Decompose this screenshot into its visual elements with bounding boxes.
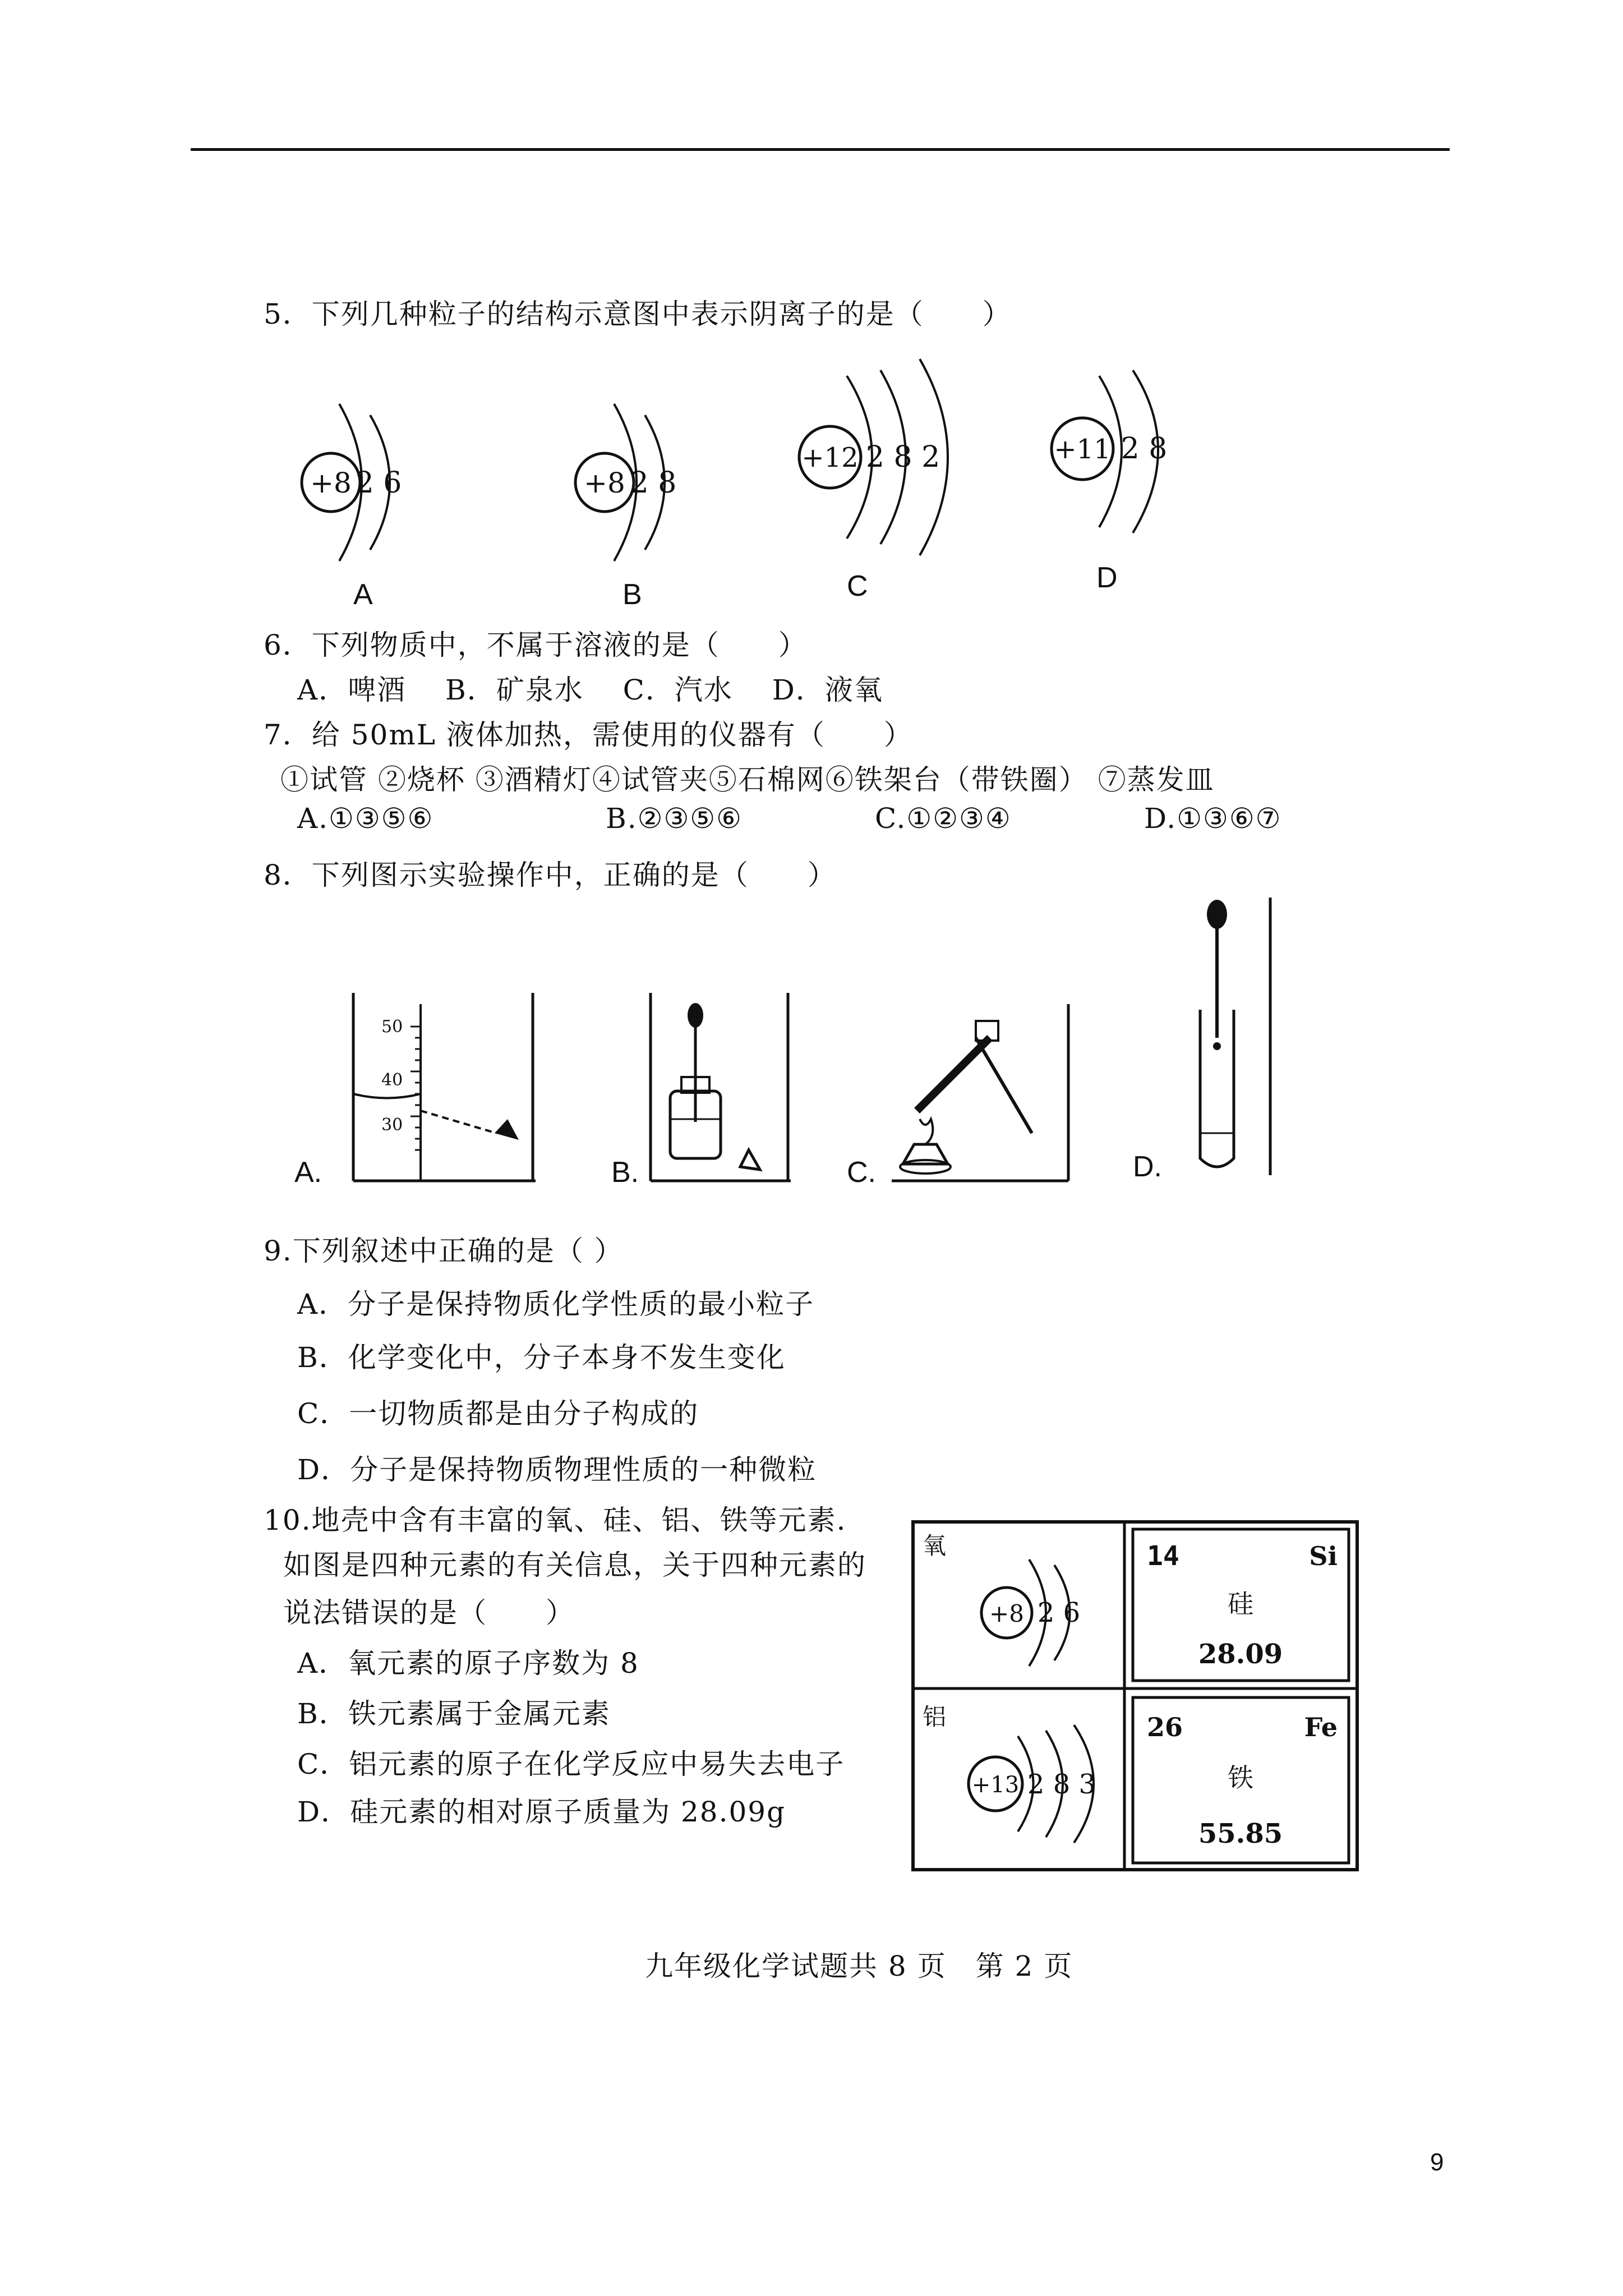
- q10-silicon-symbol: Si: [1309, 1541, 1338, 1571]
- q9-stem: 9.下列叙述中正确的是（ ）: [264, 1235, 624, 1267]
- q10-option-c: C．铝元素的原子在化学反应中易失去电子: [297, 1748, 845, 1780]
- q6-stem: 6．下列物质中，不属于溶液的是（ ）: [264, 629, 808, 661]
- q8-label-b: B.: [611, 1156, 639, 1189]
- q5-label-a: A: [353, 578, 373, 611]
- q10-iron-symbol: Fe: [1304, 1712, 1338, 1742]
- q10-silicon-name: 硅: [1228, 1589, 1253, 1619]
- q5-particle-a-diagram: [286, 393, 432, 578]
- q7-option-d: D.①③⑥⑦: [1144, 802, 1282, 835]
- q8-label-a: A.: [294, 1156, 322, 1189]
- q8-label-c: C.: [847, 1156, 876, 1189]
- q10-iron-name: 铁: [1228, 1763, 1253, 1793]
- q10-iron-number: 26: [1147, 1712, 1183, 1742]
- q8-a-tick-30: 30: [381, 1115, 403, 1135]
- q10-option-d: D．硅元素的相对原子质量为 28.09g: [297, 1796, 786, 1828]
- q5-label-c: C: [847, 570, 868, 602]
- q10-oxygen-name: 氧: [923, 1532, 947, 1559]
- q10-stem-line-3: 说法错误的是（ ）: [283, 1596, 575, 1629]
- q5-b-shells: 2 8: [630, 466, 677, 500]
- q10-silicon-number: 14: [1147, 1540, 1179, 1572]
- q8-diagram-a-cylinder-reading: [348, 993, 538, 1184]
- q10-oxygen-shells: 2 6: [1037, 1597, 1081, 1628]
- q7-option-b: B.②③⑤⑥: [606, 802, 743, 835]
- q9-option-d: D．分子是保持物质物理性质的一种微粒: [297, 1453, 817, 1486]
- q10-option-b: B．铁元素属于金属元素: [297, 1697, 611, 1730]
- q9-option-c: C．一切物质都是由分子构成的: [297, 1397, 699, 1430]
- q7-stem: 7．给 50mL 液体加热，需使用的仪器有（ ）: [264, 719, 913, 751]
- q8-a-tick-40: 40: [381, 1070, 403, 1090]
- q10-aluminum-nucleus: +13: [971, 1772, 1020, 1798]
- q10-element-info-grid: [911, 1520, 1360, 1874]
- q8-label-d: D.: [1133, 1151, 1162, 1183]
- q5-c-nucleus: +12: [801, 442, 859, 473]
- top-rule: [191, 148, 1450, 151]
- q7-option-c: C.①②③④: [875, 802, 1012, 835]
- q5-particle-d-diagram: [1038, 365, 1206, 550]
- page-footer: 九年级化学试题共 8 页 第 2 页: [645, 1950, 1073, 1982]
- q10-silicon-mass: 28.09: [1198, 1639, 1283, 1670]
- q9-option-a: A．分子是保持物质化学性质的最小粒子: [297, 1288, 815, 1320]
- q6-options: A．啤酒 B．矿泉水 C．汽水 D．液氧: [297, 674, 883, 706]
- q5-d-shells: 2 8: [1121, 432, 1168, 466]
- q5-label-d: D: [1096, 562, 1118, 594]
- q5-particle-b-diagram: [566, 393, 712, 578]
- q10-iron-mass: 55.85: [1198, 1818, 1283, 1849]
- q10-option-a: A．氧元素的原子序数为 8: [297, 1647, 639, 1680]
- q5-label-b: B: [623, 578, 642, 611]
- q10-stem-line-2: 如图是四种元素的有关信息，关于四种元素的: [283, 1549, 866, 1581]
- q10-oxygen-nucleus: +8: [989, 1600, 1024, 1627]
- q9-option-b: B．化学变化中，分子本身不发生变化: [297, 1341, 786, 1374]
- page-number: 9: [1430, 2148, 1444, 2176]
- q10-aluminum-name: 铝: [923, 1703, 947, 1731]
- q5-particle-c-diagram: [785, 348, 976, 567]
- q5-c-shells: 2 8 2: [865, 440, 940, 474]
- q5-d-nucleus: +11: [1054, 434, 1111, 465]
- q8-stem: 8．下列图示实验操作中，正确的是（ ）: [264, 859, 837, 891]
- q5-a-shells: 2 6: [355, 466, 402, 500]
- q5-a-nucleus: +8: [310, 467, 352, 499]
- q5-b-nucleus: +8: [584, 467, 625, 499]
- q8-diagram-b-dropper-bottle: [651, 993, 796, 1184]
- q7-option-a: A.①③⑤⑥: [297, 802, 434, 835]
- q8-a-tick-50: 50: [381, 1017, 403, 1037]
- q10-aluminum-shells: 2 8 3: [1027, 1769, 1096, 1800]
- q7-instruments: ①试管 ②烧杯 ③酒精灯④试管夹⑤石棉网⑥铁架台（带铁圈） ⑦蒸发皿: [280, 763, 1215, 796]
- q8-diagram-c-heating-test-tube: [892, 1004, 1071, 1184]
- q10-stem-line-1: 10.地壳中含有丰富的氧、硅、铝、铁等元素.: [264, 1504, 847, 1536]
- q8-diagram-d-dropper-test-tube: [1178, 898, 1273, 1178]
- q5-stem: 5．下列几种粒子的结构示意图中表示阴离子的是（ ）: [264, 298, 1012, 330]
